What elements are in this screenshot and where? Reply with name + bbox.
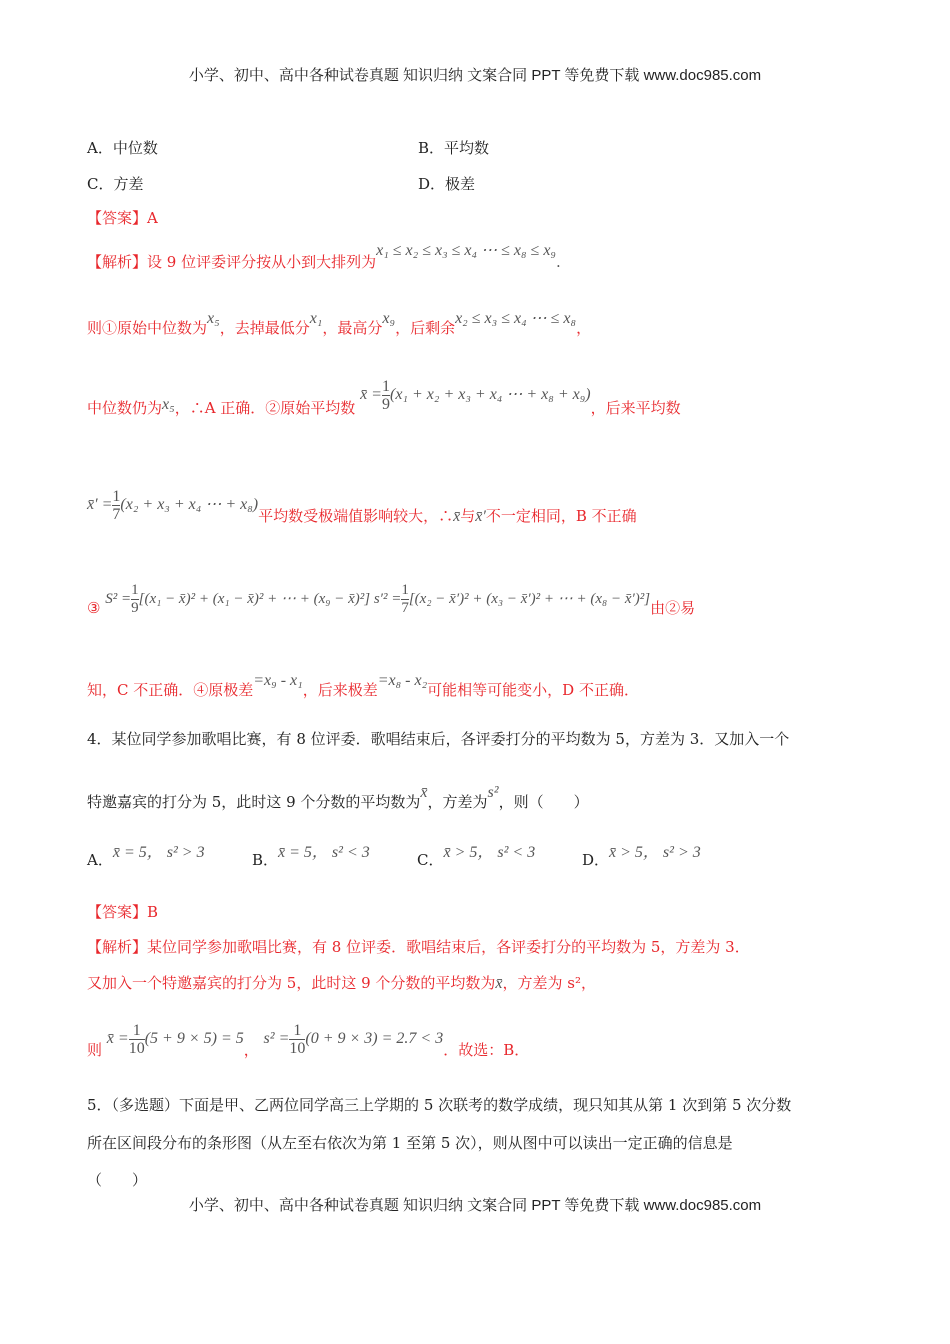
text: ，则（ ） bbox=[498, 793, 589, 811]
question-5-stem-3: （ ） bbox=[87, 1171, 148, 1189]
text: . bbox=[555, 253, 561, 271]
label: B． bbox=[252, 851, 279, 869]
denominator: 10 bbox=[128, 1040, 145, 1057]
text: 特邀嘉宾的打分为 5，此时这 9 个分数的平均数为 bbox=[87, 793, 421, 811]
q4-analysis-3 bbox=[87, 1022, 530, 1069]
q4-option-b bbox=[252, 844, 370, 871]
text: 则①原始中位数为 bbox=[87, 319, 208, 337]
formula: (5 + 9 × 5) = 5 bbox=[144, 1030, 244, 1048]
numerator: 1 bbox=[131, 582, 139, 598]
page-header: 小学、初中、高中各种试卷真题 知识归纳 文案合同 PPT 等免费下载 www.doc985.com bbox=[188, 67, 762, 84]
answer-label: 【答案】A bbox=[87, 209, 158, 227]
option-b: B．平均数 bbox=[418, 139, 490, 157]
text: 可能相等可能变小，D 不正确． bbox=[427, 681, 639, 699]
text: ， bbox=[243, 1041, 259, 1060]
text: ．故选：B． bbox=[443, 1041, 530, 1060]
q4-option-d bbox=[582, 844, 701, 871]
formula: =x₉ - x₁ bbox=[253, 672, 303, 689]
mean-formula bbox=[360, 378, 591, 413]
text: 则 bbox=[87, 1041, 103, 1060]
formula: s² bbox=[487, 784, 499, 801]
text: 【解析】设 9 位评委评分按从小到大排列为 bbox=[87, 253, 377, 271]
formula: x̄′ = bbox=[87, 496, 113, 514]
formula: x̄ = bbox=[106, 1030, 129, 1048]
text: 知，C 不正确．④原极差 bbox=[87, 681, 254, 699]
q4-analysis-1: 【解析】某位同学参加歌唱比赛，有 8 位评委．歌唱结束后，各评委打分的平均数为 5，方差为 3． bbox=[87, 938, 750, 956]
formula: x₉ bbox=[382, 310, 396, 327]
text: ，后来极差 bbox=[302, 681, 378, 699]
formula: x̄ = bbox=[360, 386, 382, 404]
numerator: 1 bbox=[401, 582, 409, 598]
formula: x₁ ≤ x₂ ≤ x₃ ≤ x₄ ⋯ ≤ x₈ ≤ x₉ bbox=[376, 242, 556, 259]
analysis-line-4 bbox=[87, 488, 637, 535]
formula: x̄ > 5， s² < 3 bbox=[443, 844, 536, 861]
formula: S² = bbox=[105, 590, 132, 607]
text: 中位数仍为 bbox=[87, 399, 163, 418]
text: 由②易 bbox=[650, 598, 696, 617]
text: ，方差为 s²， bbox=[502, 974, 596, 992]
text: ，最高分 bbox=[322, 319, 383, 337]
option-a: A．中位数 bbox=[87, 139, 158, 157]
formula: x̄ > 5， s² > 3 bbox=[609, 844, 701, 861]
formula: x̄ bbox=[495, 975, 503, 992]
text: ③ bbox=[87, 598, 101, 617]
q4-answer: 【答案】B bbox=[87, 903, 159, 921]
analysis-line-6 bbox=[87, 672, 639, 701]
text: 不一定相同，B 不正确 bbox=[485, 507, 637, 526]
formula: x̄ bbox=[420, 784, 428, 801]
formula: x₂ ≤ x₃ ≤ x₄ ⋯ ≤ x₈ bbox=[455, 310, 577, 327]
numerator: 1 bbox=[289, 1022, 305, 1040]
formula: [(x₂ − x̄′)² + (x₃ − x̄′)² + ⋯ + (x₈ − x̄′)²] bbox=[408, 590, 651, 607]
q4-option-c bbox=[417, 844, 536, 871]
text: ，∴A 正确．②原始平均数 bbox=[174, 399, 356, 418]
formula: x₅ bbox=[162, 396, 175, 414]
text: ，后来平均数 bbox=[590, 399, 681, 418]
question-5-stem-2: 所在区间段分布的条形图（从左至右依次为第 1 至第 5 次），则从图中可以读出一定正确的信息是 bbox=[87, 1134, 733, 1152]
denominator: 9 bbox=[131, 600, 139, 616]
numerator: 1 bbox=[112, 488, 121, 505]
text: ，去掉最低分 bbox=[219, 319, 310, 337]
formula: x̄ = 5， s² < 3 bbox=[278, 844, 370, 861]
question-5-stem: 5．（多选题）下面是甲、乙两位同学高三上学期的 5 次联考的数学成绩，现只知其从第 1 次到第 5 次分数 bbox=[87, 1096, 792, 1114]
analysis-line-3 bbox=[87, 378, 681, 427]
numerator: 1 bbox=[381, 378, 390, 395]
text: 又加入一个特邀嘉宾的打分为 5，此时这 9 个分数的平均数为 bbox=[87, 974, 496, 992]
analysis-line-1 bbox=[87, 242, 561, 273]
text: 平均数受极端值影响较大，∴ bbox=[258, 507, 454, 526]
new-mean-formula bbox=[87, 488, 259, 523]
formula: x̄ = 5， s² > 3 bbox=[112, 844, 205, 861]
denominator: 10 bbox=[289, 1040, 306, 1057]
formula: x₁ bbox=[309, 310, 323, 327]
text: 与 bbox=[460, 507, 476, 526]
numerator: 1 bbox=[129, 1022, 145, 1040]
formula bbox=[106, 1022, 244, 1057]
formula: x̄′ bbox=[475, 508, 486, 526]
analysis-line-2 bbox=[87, 310, 592, 339]
formula: =x₈ - x₂ bbox=[377, 672, 428, 689]
question-4-stem: 4．某位同学参加歌唱比赛，有 8 位评委．歌唱结束后，各评委打分的平均数为 5，方差为 3．又加入一个 bbox=[87, 730, 790, 748]
formula bbox=[263, 1022, 444, 1057]
text: ，后剩余 bbox=[395, 319, 456, 337]
formula: (x₁ + x₂ + x₃ + x₄ ⋯ + x₈ + x₉) bbox=[389, 386, 591, 404]
text: ， bbox=[576, 319, 592, 337]
formula: (0 + 9 × 3) = 2.7 < 3 bbox=[305, 1030, 444, 1048]
text: ，方差为 bbox=[427, 793, 488, 811]
label: C． bbox=[417, 851, 444, 869]
formula: x₅ bbox=[207, 310, 220, 327]
denominator: 9 bbox=[381, 396, 390, 413]
denominator: 7 bbox=[401, 600, 409, 616]
q4-option-a bbox=[87, 844, 205, 871]
formula: (x₂ + x₃ + x₄ ⋯ + x₈) bbox=[120, 496, 259, 514]
formula: [(x₁ − x̄)² + (x₁ − x̄)² + ⋯ + (x₉ − x̄)²] bbox=[138, 590, 371, 607]
formula: s′² = bbox=[373, 590, 402, 607]
page-footer: 小学、初中、高中各种试卷真题 知识归纳 文案合同 PPT 等免费下载 www.doc985.com bbox=[188, 1197, 762, 1214]
q4-analysis-2 bbox=[87, 973, 596, 994]
option-d: D．极差 bbox=[418, 175, 476, 193]
question-4-stem-2 bbox=[87, 784, 589, 813]
label: A． bbox=[87, 851, 113, 869]
formula: x̄ bbox=[453, 508, 461, 526]
option-c: C．方差 bbox=[87, 175, 144, 193]
variance-formula bbox=[105, 582, 651, 616]
analysis-line-5 bbox=[87, 582, 696, 627]
label: D． bbox=[582, 851, 610, 869]
formula: s² = bbox=[263, 1030, 290, 1048]
denominator: 7 bbox=[112, 506, 121, 523]
